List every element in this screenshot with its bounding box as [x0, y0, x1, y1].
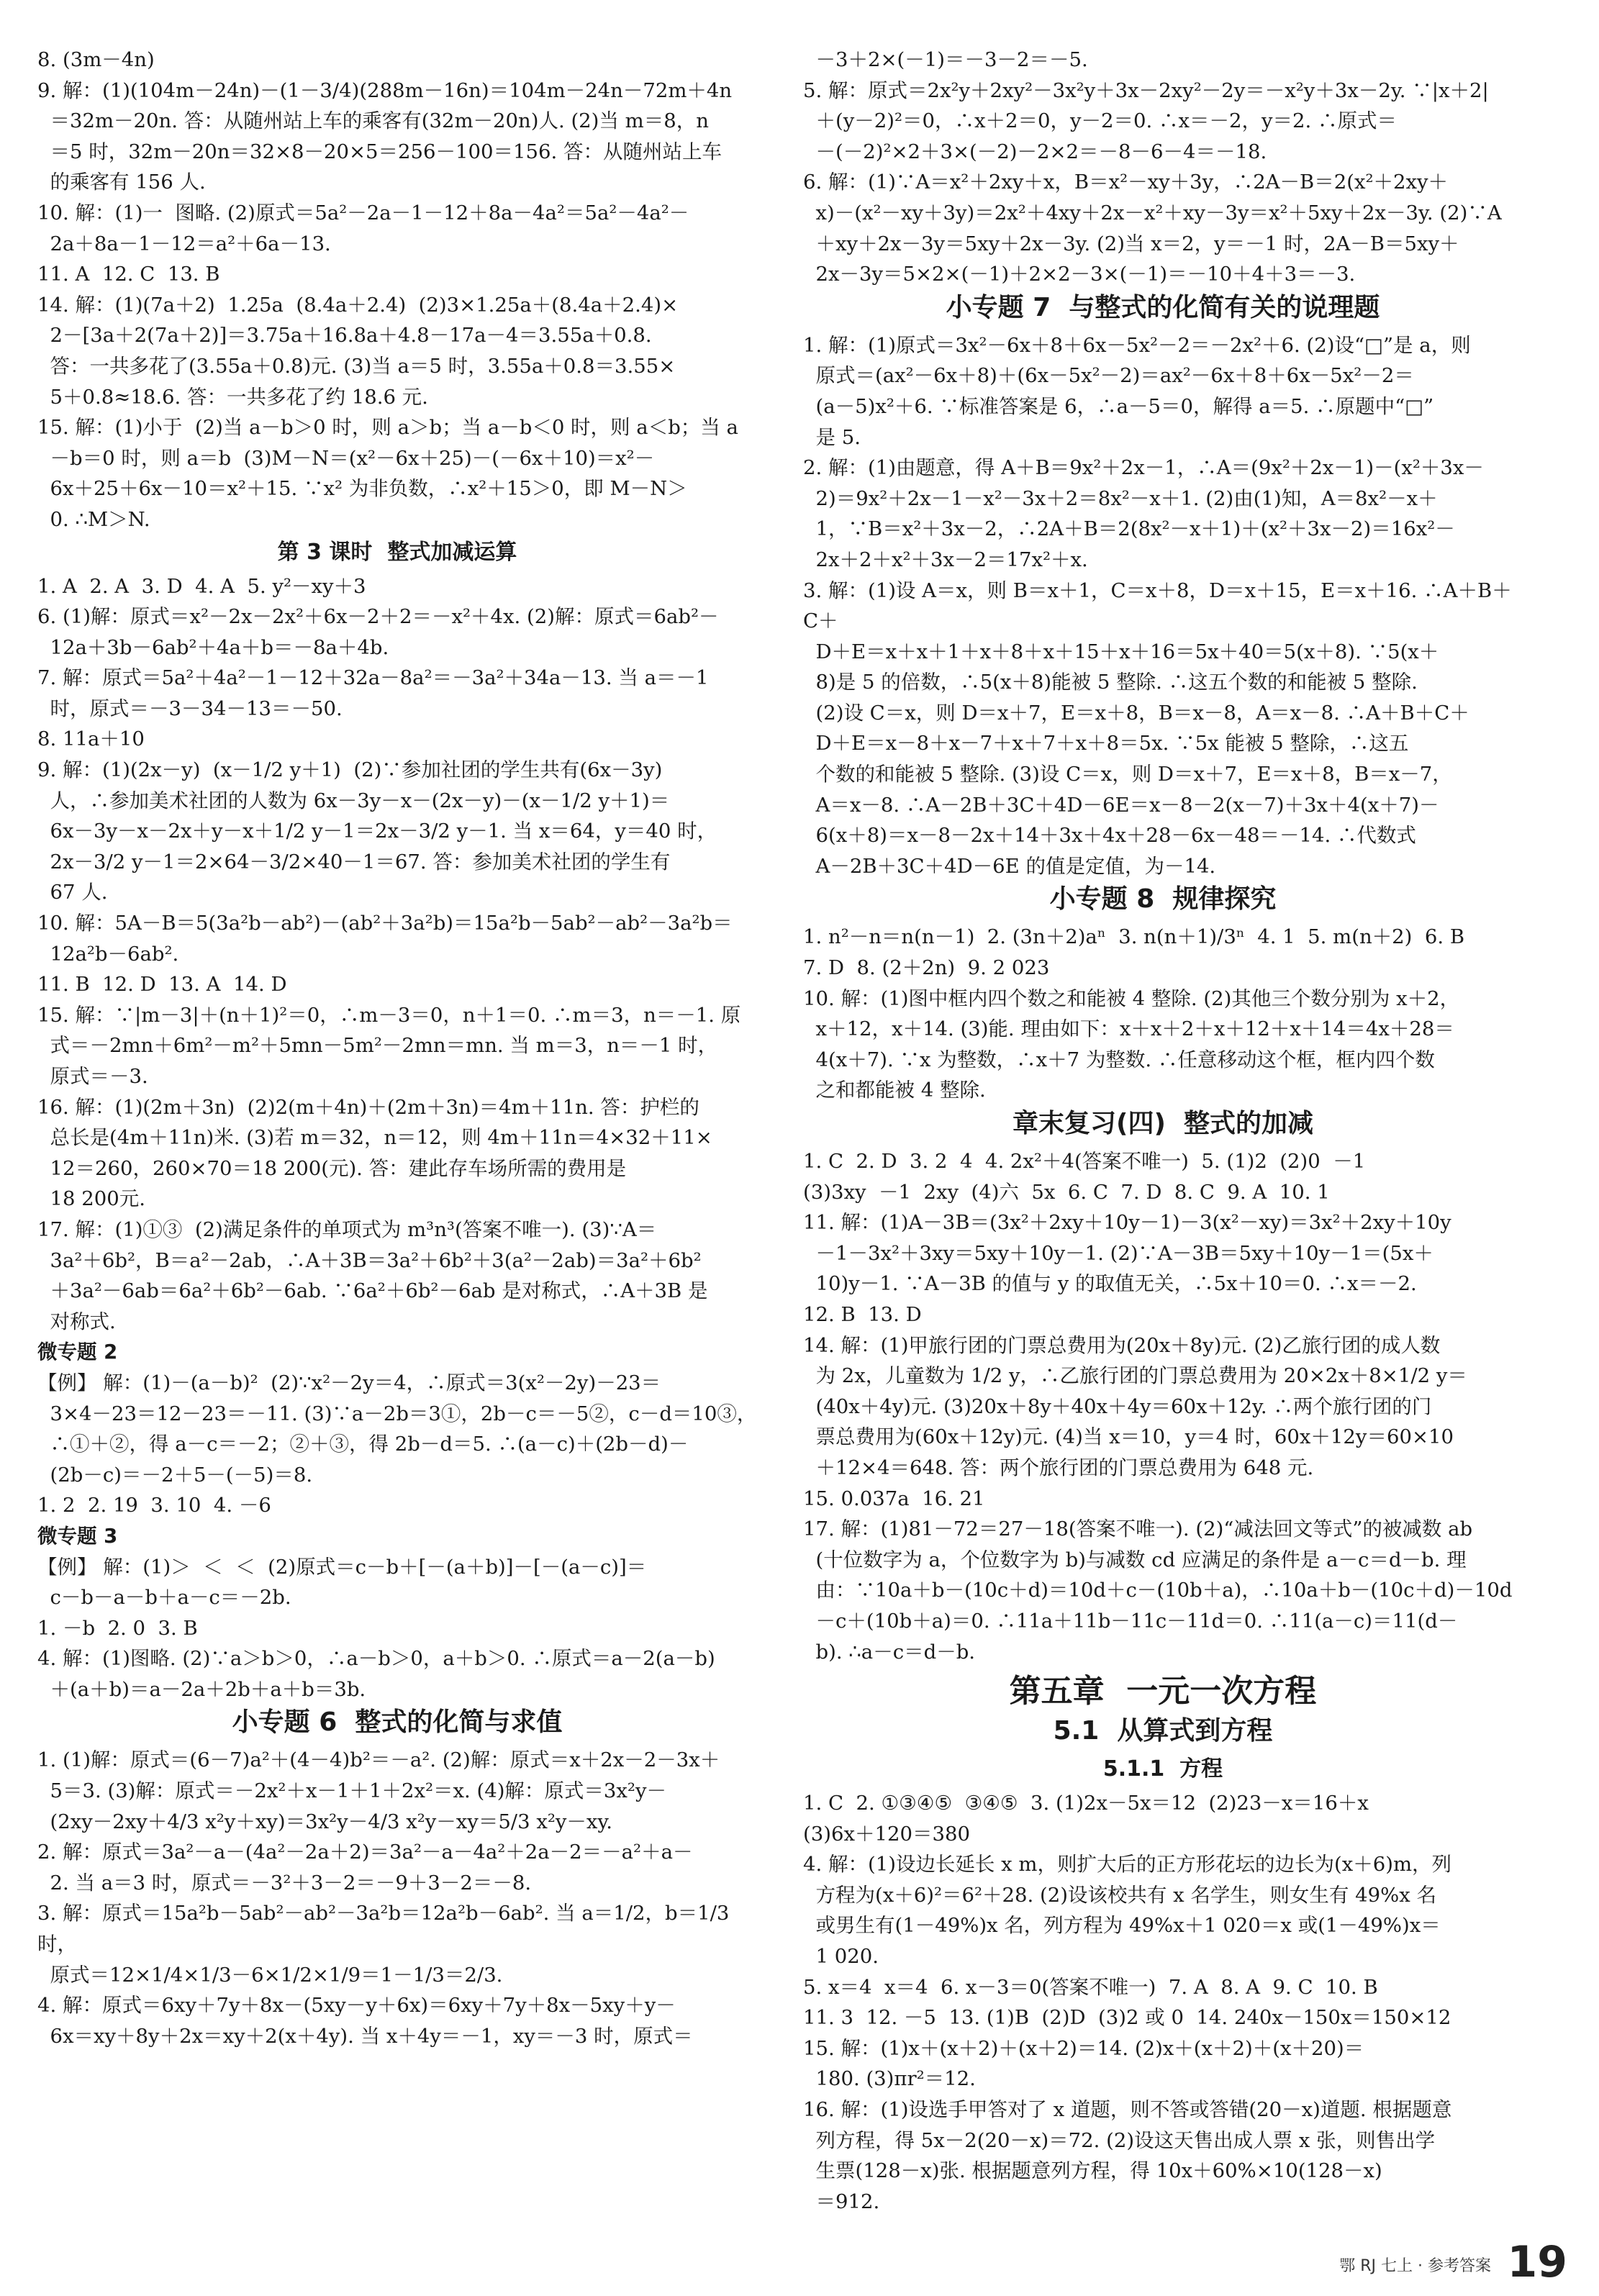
answer-line: 15. 解：∵|m－3|＋(n＋1)²＝0，∴m－3＝0，n＋1＝0. ∴m＝3，n＝－1. 原: [37, 1003, 741, 1027]
answer-line: －c＋(10b＋a)＝0. ∴11a＋11b－11c－11d＝0. ∴11(a－c)＝11(d－: [803, 1609, 1458, 1633]
answer-line: 5. x＝4 x＝4 6. x－3＝0(答案不唯一) 7. A 8. A 9. C 10. B: [803, 1975, 1378, 1999]
answer-line: ＋(y－2)²＝0，∴x＋2＝0，y－2＝0. ∴x＝－2，y＝2. ∴原式＝: [803, 109, 1398, 133]
answer-line: (十位数字为 a，个位数字为 b)与减数 cd 应满足的条件是 a－c＝d－b. 理: [803, 1548, 1467, 1571]
answer-line: 10. 解：(1)图中框内四个数之和能被 4 整除. (2)其他三个数分别为 x＋2，: [803, 986, 1460, 1010]
answer-line: 3×4－23＝12－23＝－11. (3)∵a－2b＝3①，2b－c＝－5②，c－d＝10③，: [37, 1402, 757, 1425]
answer-line: 为 2x，儿童数为 1/2 y，∴乙旅行团的门票总费用为 20×2x＋8×1/2 y＝: [803, 1364, 1467, 1388]
answer-line: ＋(a＋b)＝a－2a＋2b＋a＋b＝3b.: [37, 1677, 366, 1701]
answer-line: 1. C 2. D 3. 2 4 4. 2x²＋4(答案不唯一) 5. (1)2 (2)0 －1: [803, 1150, 1366, 1173]
answer-line: －(－2)²×2＋3×(－2)－2×2＝－8－6－4＝－18.: [803, 140, 1267, 163]
answer-line: 6x＝xy＋8y＋2x＝xy＋2(x＋4y). 当 x＋4y＝－1，xy＝－3 时，原式＝: [37, 2024, 693, 2048]
answer-line: 3. 解：(1)设 A＝x，则 B＝x＋1，C＝x＋8，D＝x＋15，E＝x＋16. ∴A＋B＋C＋: [803, 578, 1512, 633]
answer-line: 67 人.: [37, 881, 108, 904]
answer-line: 10. 解：(1)一 图略. (2)原式＝5a²－2a－1－12＋8a－4a²＝5a²－4a²－: [37, 201, 689, 224]
answer-line: 16. 解：(1)设选手甲答对了 x 道题，则不答或答错(20－x)道题. 根据题意: [803, 2098, 1452, 2122]
answer-line: x＋12，x＋14. (3)能. 理由如下：x＋x＋2＋x＋12＋x＋14＝4x＋28＝: [803, 1017, 1454, 1041]
answer-line: 原式＝12×1/4×1/3－6×1/2×1/9＝1－1/3＝2/3.: [37, 1963, 503, 1987]
answer-line: 人，∴参加美术社团的人数为 6x－3y－x－(2x－y)－(x－1/2 y＋1)＝: [37, 789, 670, 812]
answer-line: 5＋0.8≈18.6. 答：一共多花了约 18.6 元.: [37, 385, 428, 409]
answer-line: 4. 解：原式＝6xy＋7y＋8x－(5xy－y＋6x)＝6xy＋7y＋8x－5xy＋y－: [37, 1994, 676, 2018]
answer-line: 对称式.: [37, 1310, 116, 1333]
answer-line: 票总费用为(60x＋12y)元. (4)当 x＝10，y＝4 时，60x＋12y＝60×10: [803, 1425, 1454, 1449]
answer-line: 由：∵10a＋b－(10c＋d)＝10d＋c－(10b＋a)，∴10a＋b－(10c＋d)－10d: [803, 1579, 1513, 1602]
answer-line: 1. (1)解：原式＝(6－7)a²＋(4－4)b²＝－a². (2)解：原式＝x＋2x－2－3x＋: [37, 1748, 720, 1772]
right-column: [803, 45, 1523, 2217]
answer-line: 2a＋8a－1－12＝a²＋6a－13.: [37, 232, 331, 255]
answer-line: 6x－3y－x－2x＋y－x＋1/2 y－1＝2x－3/2 y－1. 当 x＝64，y＝40 时，: [37, 820, 717, 843]
answer-line: ∴①＋②，得 a－c＝－2；②＋③，得 2b－d＝5. ∴(a－c)＋(2b－d)－: [37, 1433, 689, 1456]
section-heading: 小专题 7 与整式的化简有关的说理题: [946, 292, 1380, 322]
answer-line: 原式＝－3.: [37, 1065, 148, 1088]
page-number: 19: [1507, 2237, 1567, 2287]
answer-line: ＝32m－20n. 答：从随州站上车的乘客有(32m－20n)人. (2)当 m＝8，n: [37, 109, 709, 133]
answer-line: 2. 当 a＝3 时，原式＝－3²＋3－2＝－9＋3－2＝－8.: [37, 1871, 532, 1895]
answer-line: 4(x＋7). ∵x 为整数，∴x＋7 为整数. ∴任意移动这个框，框内四个数: [803, 1048, 1435, 1071]
answer-line: 是 5.: [803, 425, 861, 449]
answer-line: 12a＋3b－6ab²＋4a＋b＝－8a＋4b.: [37, 635, 389, 659]
subsection-heading: 5.1.1 方程: [1102, 1756, 1223, 1782]
section-heading: 小专题 6 整式的化简与求值: [232, 1707, 563, 1738]
answer-line: 1. A 2. A 3. D 4. A 5. y²－xy＋3: [37, 574, 366, 598]
answer-line: 2x－3/2 y－1＝2×64－3/2×40－1＝67. 答：参加美术社团的学生有: [37, 850, 671, 874]
answer-line: 的乘客有 156 人.: [37, 171, 206, 194]
answer-line: 【例】 解：(1)－(a－b)² (2)∵x²－2y＝4，∴原式＝3(x²－2y)－23＝: [37, 1371, 661, 1394]
answer-line: 14. 解：(1)(7a＋2) 1.25a (8.4a＋2.4) (2)3×1.25a＋(8.4a＋2.4)×: [37, 293, 679, 317]
answer-line: 11. 解：(1)A－3B＝(3x²＋2xy＋10y－1)－3(x²－xy)＝3x²＋2xy＋10y: [803, 1211, 1451, 1235]
answer-line: 或男生有(1－49%)x 名，列方程为 49%x＋1 020＝x 或(1－49%)x＝: [803, 1914, 1441, 1938]
section-heading: 5.1 从算式到方程: [1053, 1716, 1273, 1746]
answer-line: 3. 解：原式＝15a²b－5ab²－ab²－3a²b＝12a²b－6ab². 当 a＝1/2，b＝1/3 时，: [37, 1902, 736, 1956]
answer-line: (2)设 C＝x，则 D＝x＋7，E＝x＋8，B＝x－8，A＝x－8. ∴A＋B＋C＋: [803, 701, 1469, 725]
answer-line: 8)是 5 的倍数，∴5(x＋8)能被 5 整除. ∴这五个数的和能被 5 整除.: [803, 671, 1418, 694]
answer-line: 5. 解：原式＝2x²y＋2xy²－3x²y＋3x－2xy²－2y＝－x²y＋3x－2y. ∵|x＋2|: [803, 78, 1489, 102]
answer-line: 1 020.: [803, 1945, 879, 1969]
answer-line: 9. 解：(1)(104m－24n)－(1－3/4)(288m－16n)＝104m－24n－72m＋4n: [37, 78, 733, 102]
answer-line: －b＝0 时，则 a＝b (3)M－N＝(x²－6x＋25)－(－6x＋10)＝x²－: [37, 446, 655, 470]
section-heading: 章末复习(四) 整式的加减: [1013, 1109, 1313, 1138]
answer-line: 2. 解：(1)由题意，得 A＋B＝9x²＋2x－1，∴A＝(9x²＋2x－1)－(x²＋3x－: [803, 456, 1484, 480]
answer-line: 15. 解：(1)小于 (2)当 a－b＞0 时，则 a＞b；当 a－b＜0 时，则 a＜b；当 a: [37, 416, 738, 440]
answer-line: (3)6x＋120＝380: [803, 1822, 970, 1846]
left-column: [37, 45, 757, 2051]
answer-line: 式＝－2mn＋6m²－m²＋5mn－5m²－2mn＝mn. 当 m＝3，n＝－1 时，: [37, 1034, 718, 1058]
answer-line: 8. (3m－4n): [37, 48, 155, 71]
answer-line: 5＝3. (3)解：原式＝－2x²＋x－1＋1＋2x²＝x. (4)解：原式＝3x²y－: [37, 1779, 666, 1803]
answer-line: －1－3x²＋3xy＝5xy＋10y－1. (2)∵A－3B＝5xy＋10y－1＝(5x＋: [803, 1241, 1433, 1265]
answer-line: 时，原式＝－3－34－13＝－50.: [37, 696, 343, 720]
section-heading: 小专题 8 规律探究: [1049, 884, 1277, 915]
answer-line: 15. 解：(1)x＋(x＋2)＋(x＋2)＝14. (2)x＋(x＋2)＋(x＋20)＝: [803, 2036, 1364, 2060]
answer-line: 11. 3 12. －5 13. (1)B (2)D (3)2 或 0 14. 240x－150x＝150×12: [803, 2006, 1451, 2030]
answer-line: 2)＝9x²＋2x－1－x²－3x＋2＝8x²－x＋1. (2)由(1)知，A＝8x²－x＋: [803, 486, 1438, 510]
answer-line: ＋12×4＝648. 答：两个旅行团的门票总费用为 648 元.: [803, 1456, 1314, 1479]
answer-line: 14. 解：(1)甲旅行团的门票总费用为(20x＋8y)元. (2)乙旅行团的成人数: [803, 1333, 1441, 1357]
topic-label: 微专题 3: [37, 1524, 118, 1548]
answer-line: c－b－a－b＋a－c＝－2b.: [37, 1586, 291, 1610]
answer-line: 1. 解：(1)原式＝3x²－6x＋8＋6x－5x²－2＝－2x²＋6. (2)设“□”是 a，则: [803, 333, 1471, 357]
answer-line: ＝912.: [803, 2190, 880, 2213]
answer-line: 1. 2 2. 19 3. 10 4. －6: [37, 1494, 271, 1517]
answer-line: 3a²＋6b²，B＝a²－2ab，∴A＋3B＝3a²＋6b²＋3(a²－2ab)＝3a²＋6b²: [37, 1248, 702, 1272]
answer-line: 1. －b 2. 0 3. B: [37, 1616, 198, 1640]
answer-line: D＋E＝x－8＋x－7＋x＋7＋x＋8＝5x. ∵5x 能被 5 整除，∴这五: [803, 732, 1409, 755]
answer-line: 答：一共多花了(3.55a＋0.8)元. (3)当 a＝5 时，3.55a＋0.8＝3.55×: [37, 354, 676, 378]
answer-line: 之和都能被 4 整除.: [803, 1079, 986, 1102]
answer-line: 2. 解：原式＝3a²－a－(4a²－2a＋2)＝3a²－a－4a²＋2a－2＝－a²＋a－: [37, 1841, 693, 1864]
answer-line: 2－[3a＋2(7a＋2)]＝3.75a＋16.8a＋4.8－17a－4＝3.55a＋0.8.: [37, 324, 652, 348]
answer-line: 列方程，得 5x－2(20－x)＝72. (2)设这天售出成人票 x 张，则售出学: [803, 2128, 1436, 2152]
answer-line: 原式＝(ax²－6x＋8)＋(6x－5x²－2)＝ax²－6x＋8＋6x－5x²－2＝: [803, 364, 1414, 388]
answer-line: 6. 解：(1)∵A＝x²＋2xy＋x，B＝x²－xy＋3y，∴2A－B＝2(x²＋2xy＋: [803, 171, 1449, 194]
answer-line: 11. A 12. C 13. B: [37, 263, 220, 286]
answer-line: 1，∵B＝x²＋3x－2，∴2A＋B＝2(8x²－x＋1)＋(x²＋3x－2)＝16x²－: [803, 517, 1455, 541]
answer-line: 17. 解：(1)①③ (2)满足条件的单项式为 m³n³(答案不唯一). (3)∵A＝: [37, 1217, 657, 1241]
answer-line: 10. 解：5A－B＝5(3a²b－ab²)－(ab²＋3a²b)＝15a²b－5ab²－ab²－3a²b＝: [37, 912, 733, 935]
answer-line: 12＝260，260×70＝18 200(元). 答：建此存车场所需的费用是: [37, 1156, 627, 1180]
answer-line: 6. (1)解：原式＝x²－2x－2x²＋6x－2＋2＝－x²＋4x. (2)解：原式＝6ab²－: [37, 605, 719, 629]
subsection-heading: 第 3 课时 整式加减运算: [277, 539, 517, 565]
answer-line: 15. 0.037a 16. 21: [803, 1487, 985, 1510]
answer-line: (2xy－2xy＋4/3 x²y＋xy)＝3x²y－4/3 x²y－xy＝5/3 x²y－xy.: [37, 1810, 613, 1833]
answer-line: 【例】 解：(1)＞ ＜ ＜ (2)原式＝c－b＋[－(a＋b)]－[－(a－c)]＝: [37, 1555, 647, 1579]
answer-line: 7. D 8. (2＋2n) 9. 2 023: [803, 956, 1050, 980]
answer-line: D＋E＝x＋x＋1＋x＋8＋x＋15＋x＋16＝5x＋40＝5(x＋8). ∵5(x＋: [803, 640, 1439, 663]
answer-line: ＋xy＋2x－3y＝5xy＋2x－3y. (2)当 x＝2，y＝－1 时，2A－B＝5xy＋: [803, 232, 1459, 255]
answer-line: 0. ∴M＞N.: [37, 507, 150, 531]
footer-label: 鄂 RJ 七上 · 参考答案: [1339, 2257, 1491, 2275]
answer-line: 8. 11a＋10: [37, 727, 145, 751]
answer-line: 2x－3y＝5×2×(－1)＋2×2－3×(－1)＝－10＋4＋3＝－3.: [803, 263, 1356, 286]
answer-line: 1. C 2. ①③④⑤ ③④⑤ 3. (1)2x－5x＝12 (2)23－x＝16＋x: [803, 1792, 1369, 1815]
answer-line: (40x＋4y)元. (3)20x＋8y＋40x＋4y＝60x＋12y. ∴两个旅行团的门: [803, 1394, 1432, 1418]
answer-line: 9. 解：(1)(2x－y) (x－1/2 y＋1) (2)∵参加社团的学生共有(6x－3y): [37, 758, 663, 782]
answer-line: (3)3xy －1 2xy (4)六 5x 6. C 7. D 8. C 9. A 10. 1: [803, 1180, 1330, 1204]
answer-line: 10)y－1. ∵A－3B 的值与 y 的取值无关，∴5x＋10＝0. ∴x＝－2.: [803, 1272, 1417, 1296]
answer-line: ＝5 时，32m－20n＝32×8－20×5＝256－100＝156. 答：从随州站上车: [37, 140, 723, 163]
topic-label: 微专题 2: [37, 1340, 118, 1364]
answer-line: 7. 解：原式＝5a²＋4a²－1－12＋32a－8a²＝－3a²＋34a－13. 当 a＝－1: [37, 666, 709, 690]
answer-line: 1. n²－n＝n(n－1) 2. (3n＋2)aⁿ 3. n(n＋1)/3ⁿ 4. 1 5. m(n＋2) 6. B: [803, 925, 1465, 949]
answer-line: x)－(x²－xy＋3y)＝2x²＋4xy＋2x－x²＋xy－3y＝x²＋5xy＋2x－3y. (2)∵A: [803, 201, 1502, 224]
answer-line: 2x＋2＋x²＋3x－2＝17x²＋x.: [803, 548, 1088, 571]
answer-line: 180. (3)πr²＝12.: [803, 2067, 976, 2091]
answer-line: 16. 解：(1)(2m＋3n) (2)2(m＋4n)＋(2m＋3n)＝4m＋11n. 答：护栏的: [37, 1095, 699, 1119]
answer-line: ＋3a²－6ab＝6a²＋6b²－6ab. ∵6a²＋6b²－6ab 是对称式，∴A＋3B 是: [37, 1279, 708, 1303]
answer-line: 方程为(x＋6)²＝6²＋28. (2)设该校共有 x 名学生，则女生有 49%x 名: [803, 1883, 1437, 1907]
answer-line: 4. 解：(1)设边长延长 x m，则扩大后的正方形花坛的边长为(x＋6)m，列: [803, 1853, 1452, 1877]
answer-line: 12a²b－6ab².: [37, 942, 179, 966]
answer-line: 18 200元.: [37, 1187, 145, 1211]
answer-line: b). ∴a－c＝d－b.: [803, 1640, 976, 1664]
answer-line: 4. 解：(1)图略. (2)∵a＞b＞0，∴a－b＞0，a＋b＞0. ∴原式＝a－2(a－b): [37, 1647, 715, 1671]
answer-line: 总长是(4m＋11n)米. (3)若 m＝32，n＝12，则 4m＋11n＝4×32＋11×: [37, 1126, 712, 1150]
answer-line: A＝x－8. ∴A－2B＋3C＋4D－6E＝x－8－2(x－7)＋3x＋4(x＋7)－: [803, 793, 1439, 817]
chapter-heading: 第五章 一元一次方程: [1009, 1673, 1317, 1710]
answer-line: 生票(128－x)张. 根据题意列方程，得 10x＋60%×10(128－x): [803, 2159, 1382, 2183]
answer-line: 6(x＋8)＝x－8－2x＋14＋3x＋4x＋28－6x－48＝－14. ∴代数式: [803, 824, 1416, 848]
answer-line: A－2B＋3C＋4D－6E 的值是定值，为－14.: [803, 854, 1216, 878]
answer-line: 个数的和能被 5 整除. (3)设 C＝x，则 D＝x＋7，E＝x＋8，B＝x－7，: [803, 763, 1452, 786]
answer-line: －3＋2×(－1)＝－3－2＝－5.: [803, 48, 1088, 71]
answer-line: (a－5)x²＋6. ∵标准答案是 6，∴a－5＝0，解得 a＝5. ∴原题中“□”: [803, 394, 1434, 418]
answer-line: 17. 解：(1)81－72＝27－18(答案不唯一). (2)“减法回文等式”的被减数 ab: [803, 1517, 1473, 1541]
answer-line: 12. B 13. D: [803, 1302, 922, 1326]
answer-line: 11. B 12. D 13. A 14. D: [37, 973, 287, 997]
answer-line: 6x＋25＋6x－10＝x²＋15. ∵x² 为非负数，∴x²＋15＞0，即 M－N＞: [37, 477, 687, 501]
answer-line: (2b－c)＝－2＋5－(－5)＝8.: [37, 1463, 313, 1487]
